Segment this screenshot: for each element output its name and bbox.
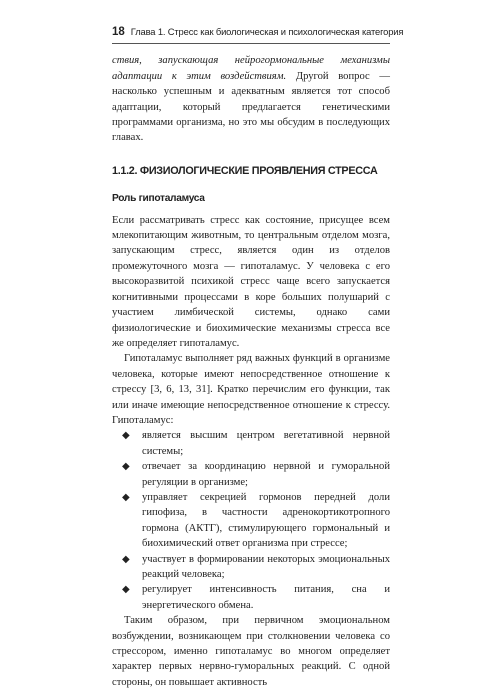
intro-paragraph — [112, 53, 390, 145]
book-page — [112, 24, 404, 690]
paragraph: Гипоталамус выполняет ряд важных функций в организме человека, которые имеют непосредственное отношение к стрессу [3, 6, 13, 31]. Кратко перечислим его функции, так или иначе имеющие непосредственное отношение к стрессу. Гипоталамус: — [112, 353, 390, 426]
list-item — [112, 459, 390, 490]
list-item — [112, 582, 390, 613]
closing-paragraph: Таким образом, при первичном эмоциональном возбуждении, возникающем при столкновении человека со стрессором, именно гипоталамус во многом определяет характер первых нервно-гуморальных реакций. С одной стороны, он повышает активность — [112, 615, 390, 688]
bullet-icon: ◆ — [122, 491, 130, 503]
list-item — [112, 428, 390, 459]
intro-italic-text: ствия, запускающая нейрогормональные механизмы адаптации к этим воздействиям. — [112, 55, 390, 82]
page-number: 18 — [112, 26, 125, 38]
intro-text: Другой вопрос — насколько успешным и адекватным является тот способ адаптации, который предлагается генетическими программами организма, но это мы обсудим в последующих главах. — [112, 70, 390, 144]
list-item — [112, 552, 390, 583]
list-item-text: регулирует интенсивность питания, сна и энергетического обмена. — [142, 584, 390, 611]
bullet-icon: ◆ — [122, 461, 130, 473]
function-list — [112, 428, 390, 613]
bullet-icon: ◆ — [122, 430, 130, 442]
bullet-icon: ◆ — [122, 584, 130, 596]
page-body — [112, 53, 390, 690]
page-header — [112, 24, 404, 44]
subsection-heading: Роль гипоталамуса — [112, 193, 205, 205]
running-title: Глава 1. Стресс как биологическая и психологическая категория — [130, 26, 404, 37]
list-item-text: управляет секрецией гормонов передней доли гипофиза, в частности адренокортикотропного гормона (АКТГ), стимулирующего гормональный и биохимический ответ организма при стрессе; — [142, 491, 390, 550]
list-item-text: участвует в формировании некоторых эмоциональных реакций человека; — [142, 553, 390, 580]
list-item-text: отвечает за координацию нервной и гуморальной регуляции в организме; — [142, 461, 390, 488]
list-item-text: является высшим центром вегетативной нервной системы; — [142, 430, 390, 457]
list-item — [112, 490, 390, 552]
section-heading: 1.1.2. ФИЗИОЛОГИЧЕСКИЕ ПРОЯВЛЕНИЯ СТРЕССА — [112, 164, 378, 177]
bullet-icon: ◆ — [122, 553, 130, 565]
paragraph: Если рассматривать стресс как состояние, присущее всем млекопитающим животным, то центральным отделом мозга, запускающим стресс, является один из отделов промежуточного мозга — гипоталамус. У человека с его высокоразвитой психикой стресс чаще всего запускается когнитивными процессами в коре больших полушарий с участием лимбической системы, однако сами физиологические и биохимические механизмы стресса все же определяет гипоталамус. — [112, 214, 390, 349]
